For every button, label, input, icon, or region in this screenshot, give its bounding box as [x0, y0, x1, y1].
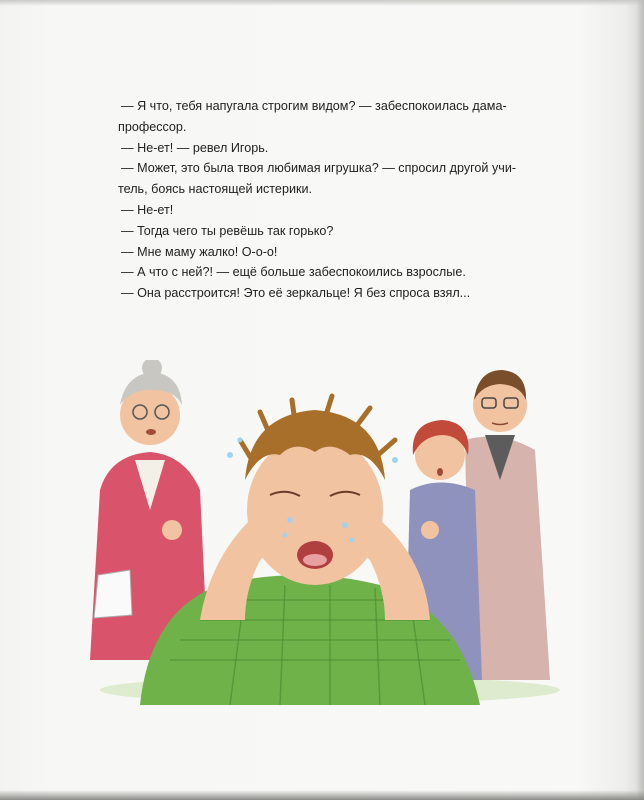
- text-line: — Я что, тебя напугала строгим видом? — забеспокоилась дама-: [121, 99, 507, 113]
- text-line: — Мне маму жалко! О-о-о!: [121, 244, 278, 259]
- text-line: тель, боясь настоящей истерики.: [118, 182, 313, 197]
- page-edge-right: [636, 0, 644, 800]
- text-line: — Тогда чего ты ревёшь так горько?: [121, 223, 334, 238]
- text-line: профессор.: [118, 119, 187, 134]
- text-line: — А что с ней?! — ещё больше забеспокоились взрослые.: [121, 265, 466, 280]
- page-edge-bottom: [0, 790, 644, 800]
- story-text: [118, 96, 538, 304]
- text-line: — Не-ет!: [121, 202, 174, 217]
- text-line: — Не-ет! — ревел Игорь.: [121, 140, 269, 155]
- page-edge-top: [0, 0, 644, 6]
- text-line: — Она расстроится! Это её зеркальце! Я без спроса взял...: [121, 286, 471, 301]
- illustration: [80, 360, 560, 705]
- text-line: — Может, это была твоя любимая игрушка? — спросил другой учи-: [121, 161, 517, 176]
